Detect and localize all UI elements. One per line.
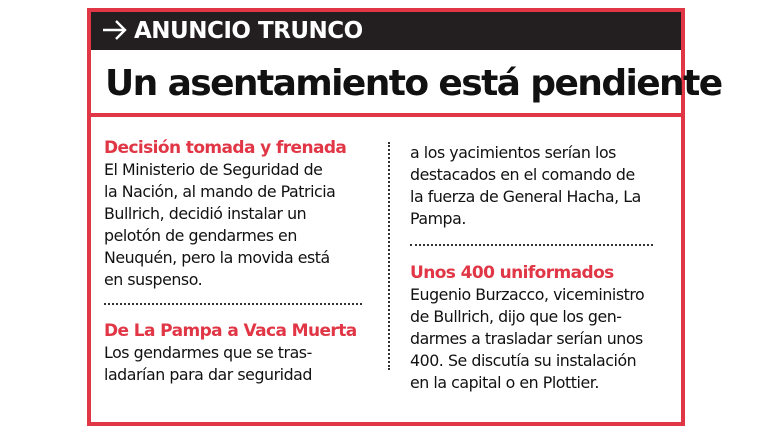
body-line: Los gendarmes que se tras-	[104, 343, 312, 362]
body-line: pelotón de gendarmes en	[104, 226, 297, 245]
dotted-separator	[410, 244, 653, 246]
body-line: Eugenio Burzacco, viceministro	[410, 285, 645, 304]
section-body-continuation	[410, 142, 660, 230]
body-line: a los yacimientos serían los	[410, 143, 616, 162]
section-title-pampa: De La Pampa a Vaca Muerta	[104, 321, 357, 341]
body-line: Pampa.	[410, 209, 466, 228]
body-line: darmes a trasladar serían unos	[410, 329, 643, 348]
section-body-pampa	[104, 342, 366, 386]
body-line: 400. Se discutía su instalación	[410, 351, 637, 370]
section-title-uniformados: Unos 400 uniformados	[410, 263, 614, 283]
kicker-bar	[91, 12, 681, 50]
right-column	[410, 142, 660, 394]
headline-divider	[91, 113, 681, 117]
body-line: la Nación, al mando de Patricia	[104, 182, 336, 201]
arrow-right-icon	[102, 19, 128, 41]
body-line: ladarían para dar seguridad	[104, 365, 312, 384]
left-column	[104, 137, 366, 386]
body-line: Neuquén, pero la movida está	[104, 248, 330, 267]
headline: Un asentamiento está pendiente	[105, 63, 722, 104]
body-line: destacados en el comando de	[410, 165, 635, 184]
body-line: en la capital o en Plottier.	[410, 373, 599, 392]
column-divider	[388, 142, 390, 370]
body-line: Bullrich, decidió instalar un	[104, 204, 307, 223]
body-line: El Ministerio de Seguridad de	[104, 160, 323, 179]
infobox-frame	[87, 8, 722, 426]
body-line: en suspenso.	[104, 270, 203, 289]
body-line: de Bullrich, dijo que los gen-	[410, 307, 622, 326]
section-body-decision	[104, 159, 366, 291]
section-body-uniformados	[410, 284, 660, 394]
body-line: la fuerza de General Hacha, La	[410, 187, 641, 206]
section-title-decision: Decisión tomada y frenada	[104, 138, 347, 158]
dotted-separator	[104, 303, 362, 305]
kicker-label: ANUNCIO TRUNCO	[134, 18, 363, 44]
